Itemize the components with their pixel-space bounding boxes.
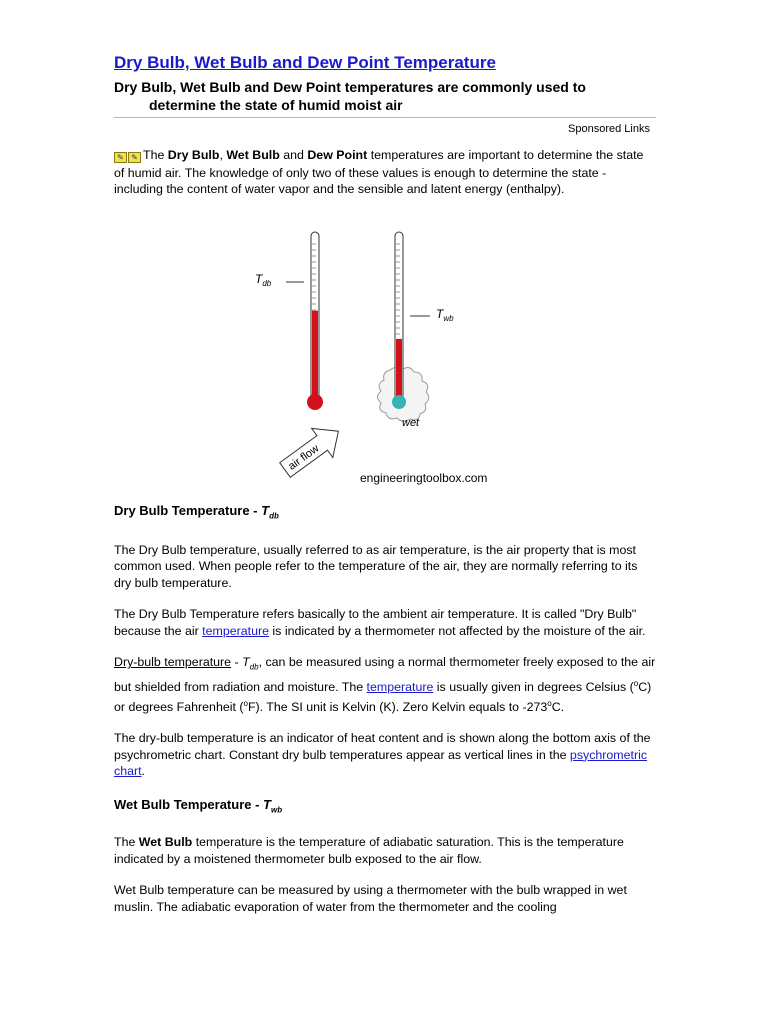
divider [114,117,656,118]
wet-bulb-thermometer [378,232,431,421]
thermometer-diagram [114,220,656,495]
dry-bulb-paragraph-1: The Dry Bulb temperature, usually referred to as air temperature, is the air property that is most common used. When people refer to the temperature of the air, they are normally referring to its dry bulb temperature. [114,542,638,590]
text: , can be measured using a normal thermometer freely exposed to the air but shielded from radiation and moisture. The [114,655,656,695]
dry-bulb-section [114,502,656,915]
text: The dry-bulb temperature is an indicator of heat content and is shown along the bottom axis of the psychrometric chart. Constant dry bulb temperatures appear as vertical lines in the [114,731,651,762]
pencil-icon[interactable]: ✎ [128,152,141,163]
intro-icons [114,148,142,165]
intro-paragraph [114,147,656,198]
wet-mercury-column [396,339,402,402]
text: - [231,655,243,670]
degree-sign: o [243,698,248,708]
degree-sign: o [547,698,552,708]
intro-text: The [143,148,168,162]
wet-bulb-paragraph-2: Wet Bulb temperature can be measured by using a thermometer with the bulb wrapped in wet muslin. The adiabatic evaporation of water from the thermometer and the cooling [114,883,627,914]
heading-symbol: T [261,503,270,518]
wet-bulb-heading [114,796,656,820]
text: temperature is the temperature of adiabatic saturation. This is the temperature indicated by a moistened thermometer bulb exposed to the air flow. [114,835,624,866]
subscript: db [249,662,259,672]
page-subtitle: Dry Bulb, Wet Bulb and Dew Point temperatures are commonly used to determine the state of humid moist air [114,79,586,113]
dry-bulb-paragraph-4 [114,730,656,780]
air-flow-label: air flow [286,442,322,473]
dry-bulb-paragraph-3 [114,654,656,715]
wet-bulb [392,395,406,409]
bold-wet-bulb: Wet Bulb [138,835,193,850]
air-flow-arrow [274,417,349,485]
sponsored-links-label: Sponsored Links [568,123,650,135]
dry-mercury-column [312,311,318,402]
text: F). The SI unit is Kelvin (K). Zero Kelvin equals to -273 [247,699,548,714]
text: is usually given in degrees Celsius ( [433,680,634,695]
temperature-link[interactable]: temperature [366,680,434,695]
tdb-label: $T_{db}$ [255,272,272,288]
intro-text: temperatures are important to determine the state of humid air. The knowledge of only two of these values is enough to determine the state - including the content of water vapor and the sensible and latent energy (enthalpy). [114,148,644,196]
heading-symbol: T [263,796,271,812]
article [114,52,656,198]
wet-bulb-paragraph-1 [114,834,656,867]
symbol: T [242,655,250,670]
temperature-link[interactable]: temperature [202,623,269,638]
image-credit: engineeringtoolbox.com [360,471,488,485]
dry-bulb-paragraph-2 [114,606,656,639]
dry-bulb-term: Dry-bulb temperature [114,655,232,670]
text: The Dry Bulb Temperature refers basically to the ambient air temperature. It is called "Dry Bulb" because the air [114,607,637,638]
pencil-icon[interactable]: ✎ [114,152,127,163]
text: . [141,764,145,779]
wet-label: wet [402,417,420,429]
heading-subscript: wb [271,805,283,815]
page-title-link[interactable]: Dry Bulb, Wet Bulb and Dew Point Temperature [114,53,496,72]
psychrometric-chart-link[interactable]: psychrometric chart [114,747,648,779]
intro-bold-dry-bulb: Dry Bulb [167,148,220,162]
dry-bulb-thermometer [286,232,323,410]
text: C. [551,699,565,714]
heading-text: Wet Bulb Temperature - [114,796,264,812]
twb-label: $T_{wb}$ [436,307,454,323]
text: is indicated by a thermometer not affected by the moisture of the air. [268,623,646,638]
text: C) or degrees Fahrenheit ( [114,680,652,714]
intro-text: , [219,148,227,162]
dry-bulb-heading [114,502,656,526]
degree-sign: o [633,679,639,689]
text: The [114,835,139,850]
heading-text: Dry Bulb Temperature - [114,503,262,518]
heading-subscript: db [269,511,279,521]
intro-bold-wet-bulb: Wet Bulb [226,148,280,162]
intro-text: and [279,148,308,162]
dry-bulb [307,394,323,410]
intro-bold-dew-point: Dew Point [307,148,368,162]
